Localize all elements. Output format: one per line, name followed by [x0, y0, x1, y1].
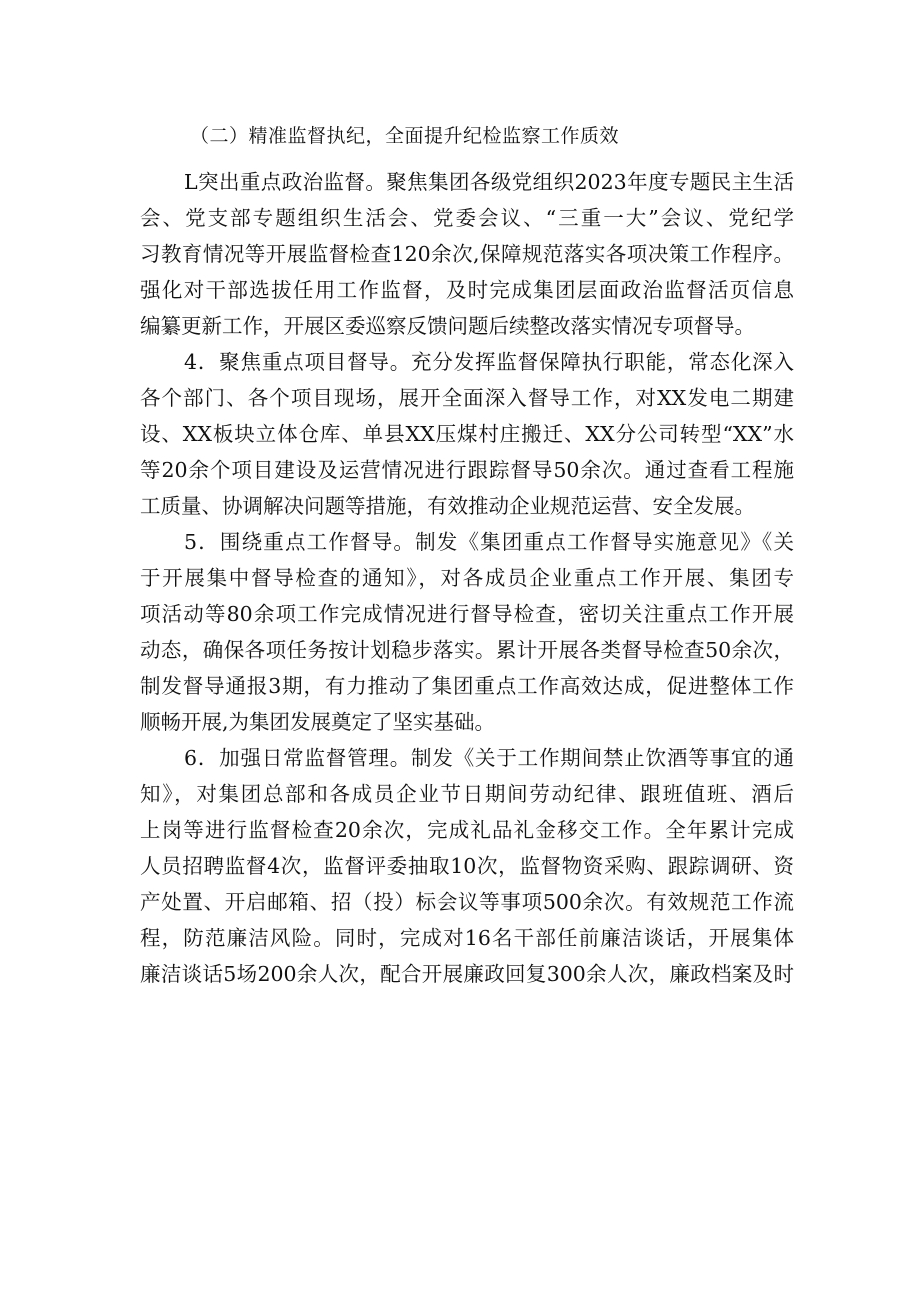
- text-line: 上岗等进行监督检查20余次，完成礼品礼金移交工作。全年累计完成: [140, 818, 794, 842]
- paragraph-project-supervision: [140, 344, 794, 524]
- text-line: 廉洁谈话5场200余人次，配合开展廉政回复300余人次，廉政档案及时: [140, 962, 794, 986]
- text-line: 工质量、协调解决问题等措施，有效推动企业规范运营、安全发展。: [140, 494, 755, 518]
- text-line: 5．围绕重点工作督导。制发《集团重点工作督导实施意见》《关: [184, 530, 794, 554]
- text-line: 6．加强日常监督管理。制发《关于工作期间禁止饮酒等事宜的通: [184, 746, 794, 770]
- section-heading: （二）精准监督执纪，全面提升纪检监察工作质效: [190, 125, 620, 147]
- text-line: L突出重点政治监督。聚焦集团各级党组织2023年度专题民主生活: [184, 170, 794, 194]
- paragraph-daily-supervision: [140, 740, 794, 992]
- text-line: 项活动等80余项工作完成情况进行督导检查，密切关注重点工作开展: [140, 602, 794, 626]
- text-line: 等20余个项目建设及运营情况进行跟踪督导50余次。通过查看工程施: [140, 458, 794, 482]
- text-line: 强化对干部选拔任用工作监督，及时完成集团层面政治监督活页信息: [140, 278, 794, 302]
- text-line: 动态，确保各项任务按计划稳步落实。累计开展各类督导检查50余次，: [140, 638, 794, 662]
- text-line: 各个部门、各个项目现场，展开全面深入督导工作，对XX发电二期建: [140, 386, 794, 410]
- text-line: 程，防范廉洁风险。同时，完成对16名干部任前廉洁谈话，开展集体: [140, 926, 794, 950]
- text-line: 知》，对集团总部和各成员企业节日期间劳动纪律、跟班值班、酒后: [140, 782, 794, 806]
- text-line: 产处置、开启邮箱、招（投）标会议等事项500余次。有效规范工作流: [140, 890, 794, 914]
- text-line: 制发督导通报3期，有力推动了集团重点工作高效达成，促进整体工作: [140, 674, 794, 698]
- paragraph-political-supervision: [140, 164, 794, 344]
- text-line: 习教育情况等开展监督检查120余次,保障规范落实各项决策工作程序。: [140, 242, 794, 266]
- text-line: 顺畅开展,为集团发展奠定了坚实基础。: [140, 710, 496, 734]
- text-line: 编纂更新工作，开展区委巡察反馈问题后续整改落实情况专项督导。: [140, 314, 755, 338]
- text-line: 会、党支部专题组织生活会、党委会议、“三重一大”会议、党纪学: [140, 206, 794, 230]
- document-body: [140, 164, 794, 992]
- text-line: 人员招聘监督4次，监督评委抽取10次，监督物资采购、跟踪调研、资: [140, 854, 794, 878]
- text-line: 于开展集中督导检查的通知》，对各成员企业重点工作开展、集团专: [140, 566, 794, 590]
- text-line: 设、XX板块立体仓库、单县XX压煤村庄搬迁、XX分公司转型“XX”水: [140, 422, 794, 446]
- paragraph-key-work-supervision: [140, 524, 794, 740]
- text-line: 4．聚焦重点项目督导。充分发挥监督保障执行职能，常态化深入: [184, 350, 794, 374]
